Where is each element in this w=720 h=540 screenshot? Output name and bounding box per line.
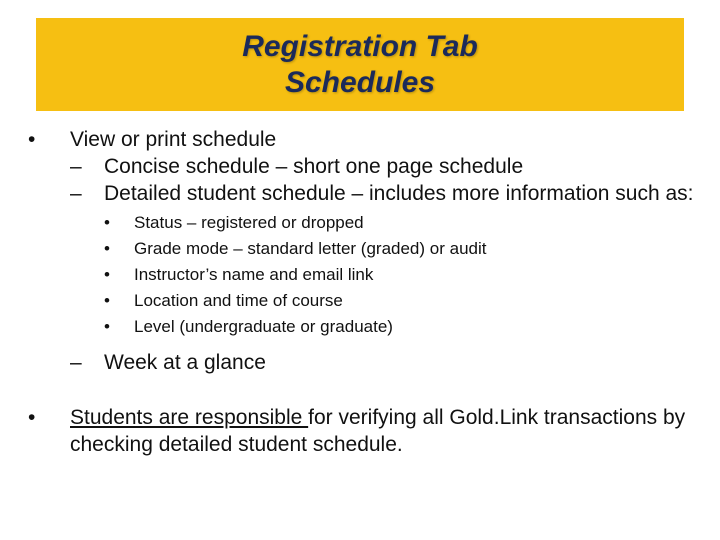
bullet-view-print <box>28 126 698 153</box>
detail-item <box>28 236 698 262</box>
bullet-icon: • <box>104 317 110 336</box>
dash-icon: – <box>70 182 82 205</box>
sub-bullet-week <box>28 349 698 376</box>
detail-text: Instructor’s name and email link <box>134 265 374 284</box>
title-banner <box>36 18 684 111</box>
detail-text: Location and time of course <box>134 291 343 310</box>
slide-title-line-1: Registration Tab <box>242 29 478 63</box>
sub-bullet-text: Detailed student schedule – includes more information such as: <box>104 182 694 205</box>
dash-icon: – <box>70 155 82 178</box>
sub-bullet-text: Week at a glance <box>104 351 266 374</box>
bullet-icon: • <box>104 239 110 258</box>
spacer <box>28 376 698 404</box>
detail-text: Grade mode – standard letter (graded) or audit <box>134 239 487 258</box>
bullet-icon: • <box>104 213 110 232</box>
slide-title-line-2: Schedules <box>284 65 436 99</box>
bullet-icon: • <box>104 291 110 310</box>
bullet-text: for verifying all Gold.Link transactions by checking detailed student schedule. <box>70 406 686 456</box>
detail-item <box>28 314 698 340</box>
bullet-icon: • <box>28 406 36 429</box>
detail-text: Level (undergraduate or graduate) <box>134 317 393 336</box>
detail-list <box>28 210 698 340</box>
sub-bullet-concise <box>28 153 698 180</box>
detail-item <box>28 210 698 236</box>
slide-body <box>28 126 698 458</box>
bullet-icon: • <box>28 128 36 151</box>
detail-text: Status – registered or dropped <box>134 213 364 232</box>
detail-item <box>28 262 698 288</box>
detail-item <box>28 288 698 314</box>
sub-bullet-detailed <box>28 180 698 207</box>
bullet-icon: • <box>104 265 110 284</box>
underlined-text: Students are responsible <box>70 406 309 429</box>
dash-icon: – <box>70 351 82 374</box>
sub-bullet-text: Concise schedule – short one page schedule <box>104 155 524 178</box>
bullet-responsibility <box>28 404 698 458</box>
bullet-text: View or print schedule <box>70 128 277 151</box>
